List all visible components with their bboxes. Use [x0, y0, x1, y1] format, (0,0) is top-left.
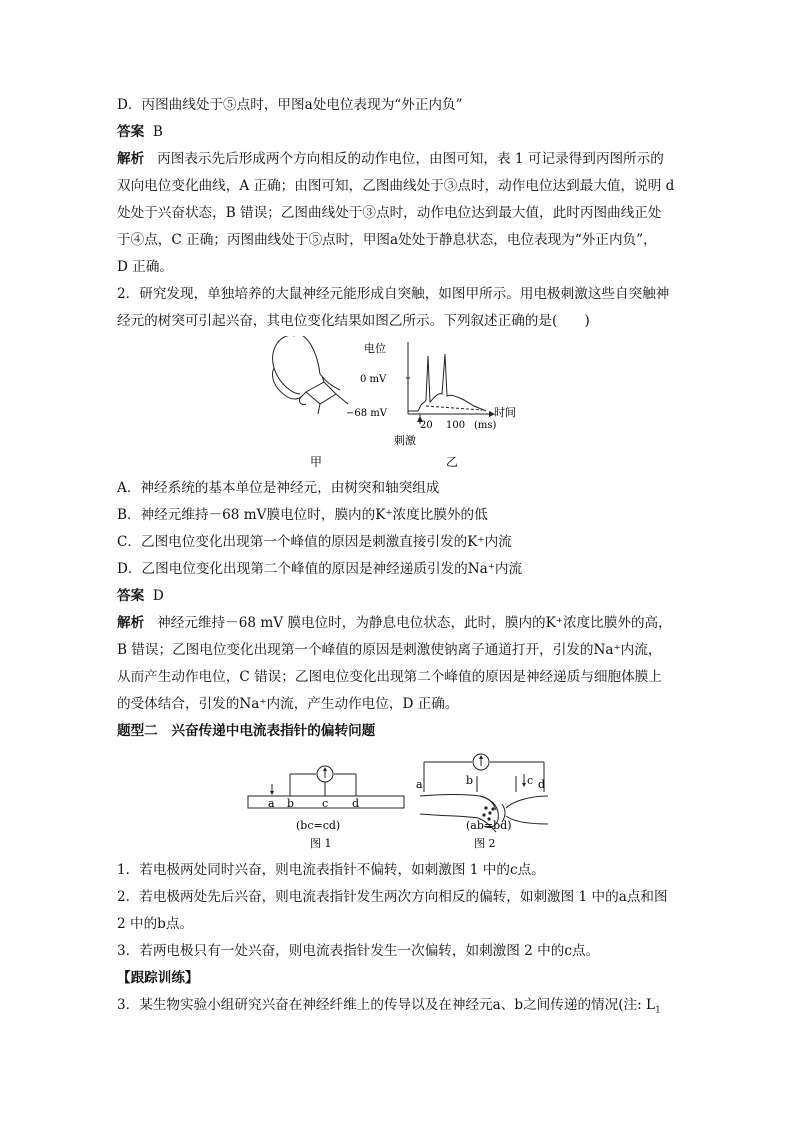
figure-2 — [416, 754, 548, 850]
figure-1 — [248, 766, 404, 850]
fig1-condition: (bc=cd) — [296, 819, 341, 832]
fig2-condition: (ab=bd) — [466, 819, 512, 832]
rule-2-line-2: 2 中的b点。 — [117, 916, 194, 932]
answer-value: B — [152, 124, 163, 140]
q2-stem-line-1: 2．研究发现，单独培养的大鼠神经元能形成自突触，如图甲所示。用电极刺激这些自突触神 — [117, 286, 670, 302]
analysis-label: 解析 — [117, 615, 145, 631]
y-axis-label: 电位 — [364, 342, 386, 355]
q2-option-c: C．乙图电位变化出现第一个峰值的原因是刺激直接引发的K⁺内流 — [117, 534, 512, 550]
fig2-label-d: d — [538, 778, 546, 791]
baseline-dashed — [426, 406, 482, 410]
rule-1: 1．若电极两处同时兴奋，则电流表指针不偏转，如刺激图 1 中的c点。 — [117, 862, 545, 878]
q1-option-d: D．丙图曲线处于⑤点时，甲图a处电位表现为“外正内负” — [117, 97, 463, 113]
q1-analysis-line-3: 处处于兴奋状态，B 错误；乙图曲线处于③点时，动作电位达到最大值，此时丙图曲线正处 — [117, 205, 662, 221]
x-unit: (ms) — [474, 420, 497, 431]
fig2-label-b: b — [466, 774, 474, 787]
fig1-label-a: a — [268, 797, 275, 810]
x-tick-100: 100 — [446, 420, 466, 431]
q2-analysis-line-2: B 错误；乙图电位变化出现第一个峰值的原因是刺激使钠离子通道打开，引发的Na⁺内流， — [117, 642, 662, 658]
q2-figure — [260, 336, 540, 474]
answer-value: D — [152, 588, 164, 604]
potential-chart-yi — [346, 341, 516, 469]
caption-yi: 乙 — [446, 455, 459, 469]
analysis-label: 解析 — [117, 151, 145, 167]
q2-analysis-line-1: 解析 神经元维持－68 mV 膜电位时，为静息电位状态，此时，膜内的K⁺浓度比膜外的高， — [117, 615, 672, 631]
q2-analysis-line-3: 从而产生动作电位，C 错误；乙图电位变化出现第二个峰值的原因是神经递质与细胞体膜上 — [117, 669, 662, 685]
q2-stem-line-2: 经元的树突可引起兴奋，其电位变化结果如图乙所示。下列叙述正确的是( ) — [117, 313, 590, 329]
q1-analysis-line-5: D 正确。 — [117, 259, 174, 275]
section-title: 题型二 兴奋传递中电流表指针的偏转问题 — [117, 723, 376, 739]
q1-analysis-line-2: 双向电位变化曲线，A 正确；由图可知，乙图曲线处于③点时，动作电位达到最大值，说明 d — [117, 178, 675, 194]
rule-3: 3．若两电极只有一处兴奋，则电流表指针发生一次偏转，如刺激图 2 中的c点。 — [117, 943, 600, 959]
fig1-label-c: c — [322, 797, 329, 810]
postsynaptic-upper — [506, 796, 548, 808]
vesicle — [491, 807, 494, 810]
fig1-label-b: b — [287, 797, 295, 810]
tick-neg68: −68 mV — [346, 408, 387, 419]
galvanometer-figures — [244, 752, 554, 852]
potential-curve — [408, 354, 486, 411]
q1-analysis-line-4: 于④点，C 正确；丙图曲线处于⑤点时，甲图a处处于静息状态，电位表现为“外正内负”， — [117, 232, 657, 248]
q2-option-b: B．神经元维持－68 mV膜电位时，膜内的K⁺浓度比膜外的低 — [117, 507, 488, 523]
fig2-label-a: a — [416, 778, 423, 791]
q1-answer — [117, 122, 682, 142]
q1-analysis-line-1: 解析 丙图表示先后形成两个方向相反的动作电位，由图可知，表 1 可记录得到丙图所示的 — [117, 151, 664, 167]
stimulus-label: 刺激 — [394, 434, 416, 447]
q2-answer — [117, 586, 682, 606]
rule-2-line-1: 2．若电极两处先后兴奋，则电流表指针发生两次方向相反的偏转，如刺激图 1 中的a点和图 — [117, 889, 668, 905]
q3-line: 3．某生物实验小组研究兴奋在神经纤维上的传导以及在神经元a、b之间传递的情况(注: $L_1$ — [117, 997, 661, 1016]
tick-0mv: 0 mV — [360, 374, 387, 385]
neuron-diagram-jia — [273, 336, 349, 414]
answer-label: 答案 — [117, 588, 145, 604]
fig1-label-d: d — [352, 797, 360, 810]
vesicle — [488, 811, 491, 814]
postsynaptic-lower — [506, 816, 548, 824]
x-axis-label: 时间 — [494, 406, 516, 419]
answer-label: 答案 — [117, 124, 145, 140]
fig2-caption: 图 2 — [474, 837, 496, 850]
q2-analysis-line-4: 的受体结合，引发的Na⁺内流，产生动作电位，D 正确。 — [117, 696, 459, 712]
caption-jia: 甲 — [310, 455, 323, 469]
q2-option-a: A．神经系统的基本单位是神经元，由树突和轴突组成 — [117, 480, 440, 496]
vesicle — [484, 806, 487, 809]
vesicle — [482, 813, 485, 816]
tracking-title: 【跟踪训练】 — [117, 970, 199, 986]
x-tick-20: 20 — [420, 420, 433, 431]
fig2-label-c: c — [527, 774, 534, 787]
fig1-caption: 图 1 — [310, 837, 332, 850]
q2-option-d: D．乙图电位变化出现第二个峰值的原因是神经递质引发的Na⁺内流 — [117, 561, 523, 577]
